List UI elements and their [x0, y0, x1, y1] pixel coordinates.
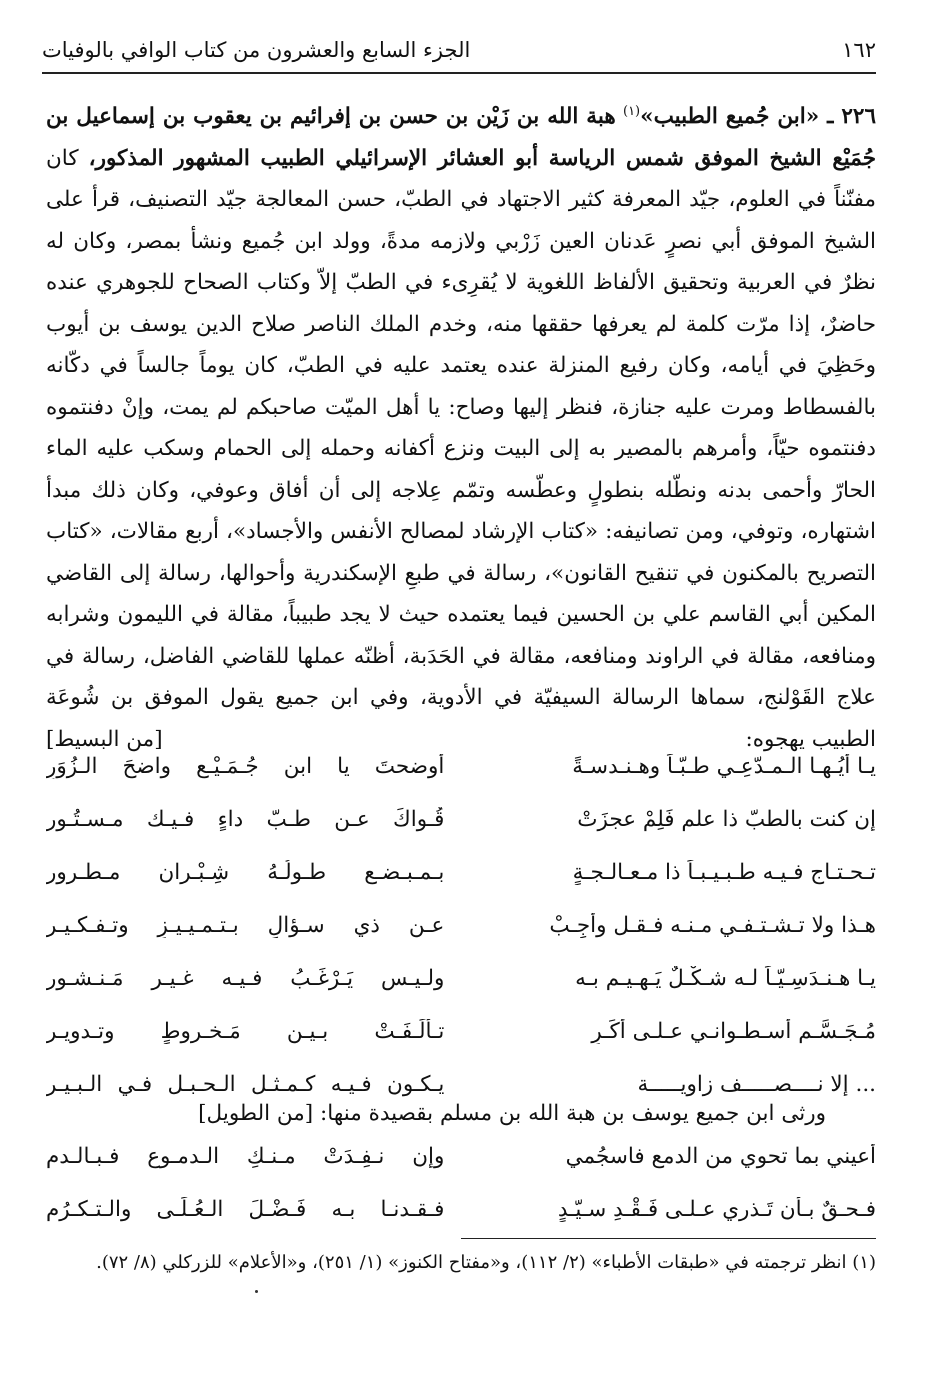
verse-line [46, 1130, 876, 1183]
verse-first-hemistich: هـذا ولا تـشـتـفـي مـنـه فـقـل وأجِـبْ [549, 913, 876, 938]
verse-line [46, 740, 876, 793]
poem-elegy [46, 1130, 876, 1236]
verse-second-hemistich: قُـواكَ عـن طـبّ داءٍ فـيـك مـسـتُـور [46, 807, 445, 832]
page-header [42, 30, 876, 70]
verse-line [46, 846, 876, 899]
verse-second-hemistich: تـألَـفَـتْ بـيـن مَـخـروطٍ وتـدويـر [46, 1019, 445, 1044]
verse-line [46, 952, 876, 1005]
verse-first-hemistich: ... إلا نــــصـــــف زاويـــــة [637, 1072, 876, 1097]
elegy-intro-text: ورثى ابن جميع يوسف بن هبة الله بن مسلم بقصيدة منها: [320, 1101, 826, 1126]
elegy-intro [46, 1096, 876, 1132]
verse-line [46, 899, 876, 952]
verse-first-hemistich: أعيني بما تحوي من الدمع فاسجُمي [565, 1144, 876, 1169]
meter-label: [من البسيط] [46, 726, 163, 752]
footnote-ref[interactable]: (١) [622, 103, 641, 119]
poem-satire [46, 740, 876, 1111]
footnote-rule [461, 1238, 876, 1239]
verse-second-hemistich: ولـيـس يَـرْغَـبُ فـيـه غـيـر مَـنـشـور [46, 966, 445, 991]
verse-second-hemistich: بـمـبـضـعٍ طـولُـهُ شِـبْـران مـطـرور [46, 860, 445, 885]
page-number: ١٦٢ [842, 38, 876, 62]
verse-line [46, 1183, 876, 1236]
entry-text: كان مفنّناً في العلوم، جيّد المعرفة كثير الاجتهاد في الطبّ، حسن المعالجة جيّد التصنيف، قرأ على الشيخ الموفق أبي نصرٍ عَدنان العين زَرْبي ولازمه مدةً، وولد ابن جُميع ونشأ بمصر، وكان له نظرٌ في العربية وتحقيق الألفاظ اللغوية لا يُقرِىء في الطبّ إلاّ وكتاب الصحاح للجوهري عنده حاضرٌ، إذا مرّت كلمة لم يعرفها حققها منه، وخدم الملك الناصر صلاح الدين يوسف بن أيوب وحَظِيَ في أيامه، وكان رفيع المنزلة عنده يعتمد عليه في الطبّ، كان يوماً جالساً في دكّانه بالفسطاط ومرت عليه جنازة، فنظر إليها وصاح: يا أهل الميّت صاحبكم لم يمت، وإنْ دفنتموه دفنتموه حيّاً، وأمرهم بالمصير به إلى البيت ونزع أكفانه وحمله إلى الحمام وسكب عليه الماء الحارّ وأحمى بدنه ونطّله بنطولٍ وعطّسه وتمّم عِلاجه إلى أن أفاق وعوفي، وكان ذلك مبدأ اشتهاره، وتوفي، ومن تصانيفه: «كتاب الإرشاد لمصالح الأنفس والأجساد»، أربع مقالات، «كتاب التصريح بالمكنون في تنقيح القانون»، رسالة في طبعِ الإسكندرية وأحوالها، رسالة إلى القاضي المكين أبي القاسم علي بن الحسين فيما يعتمده حيث لا يجد طبيباً، مقالة في الليمون وشرابه ومنافعه، مقالة في الراوند ومنافعه، مقالة في الحَدَبة، أظنّه عملها للقاضي الفاضل، رسالة في علاج القَوْلنج، سماها الرسالة السيفيّة في الأدوية، وفي ابن جميع يقول الموفق بن شُوعَة الطبيب يهجوه: [46, 145, 877, 752]
header-rule [42, 72, 876, 74]
entry-heading: ٢٢٦ ـ «ابن جُميع الطبيب» [640, 104, 876, 129]
verse-second-hemistich: أوضحتَ يا ابن جُـمَـيْـع واضحَ الـزُوَرِ [46, 754, 445, 779]
verse-second-hemistich: يـكـون فـيـه كـمـثـل الـحـبـل فـي الـبـيـر [46, 1072, 445, 1097]
verse-first-hemistich: فـحـقٌ بـأن تَـذري عـلـى فَـقْـدِ سـيّـدٍ [557, 1197, 876, 1222]
verse-first-hemistich: مُـجَـسَّـم أسـطـوانـي عـلـى أكَـرٍ [591, 1019, 876, 1044]
running-title: الجزء السابع والعشرون من كتاب الوافي بالوفيات [42, 38, 471, 62]
verse-second-hemistich: عـن ذي سـؤالٍ بـتـمـيـيـزٍ وتـفـكـيـر [46, 913, 445, 938]
verse-line [46, 793, 876, 846]
verse-second-hemistich: وإن نـفِـدَتْ مـنـكِ الـدمـوع فـبـالـدمِ [46, 1144, 445, 1169]
entry-body [46, 96, 876, 760]
print-speck [255, 1290, 258, 1293]
entry-name-lead: هبة الله بن زَيْن بن حسن بن إفرائيم بن يعقوب بن إسماعيل بن جُمَيْع الشيخ الموفق شمس الرياسة أبو العشائر الإسرائيلي الطبيب المشهور المذكور، [46, 104, 876, 171]
verse-first-hemistich: تـحـتـاج فـيـه طـبـيـبـاً ذا مـعـالـجـةٍ [572, 860, 876, 885]
verse-second-hemistich: فـقـدنـا بـه فَـضْـلَ الـعُـلَـى والـتـكـرُمِ [46, 1197, 445, 1222]
meter-label-2: [من الطويل] [198, 1101, 314, 1126]
footnote: (١) انظر ترجمته في «طبقات الأطباء» (٢/ ١١٢)، و«مفتاح الكنوز» (١/ ٢٥١)، و«الأعلام» للزركلي (٨/ ٧٢). [96, 1252, 876, 1273]
verse-first-hemistich: يـا أيُـهـا الـمـدّعِـي طـبّـاً وهـنـدسـةً [572, 754, 876, 779]
verse-first-hemistich: إن كنت بالطبّ ذا علم فَلِمْ عجزَتْ [577, 807, 876, 832]
verse-line [46, 1005, 876, 1058]
verse-first-hemistich: يـا هـنـدَسِـيّـاً لـه شـكْـلٌ يَـهـيـم بـه [575, 966, 876, 991]
